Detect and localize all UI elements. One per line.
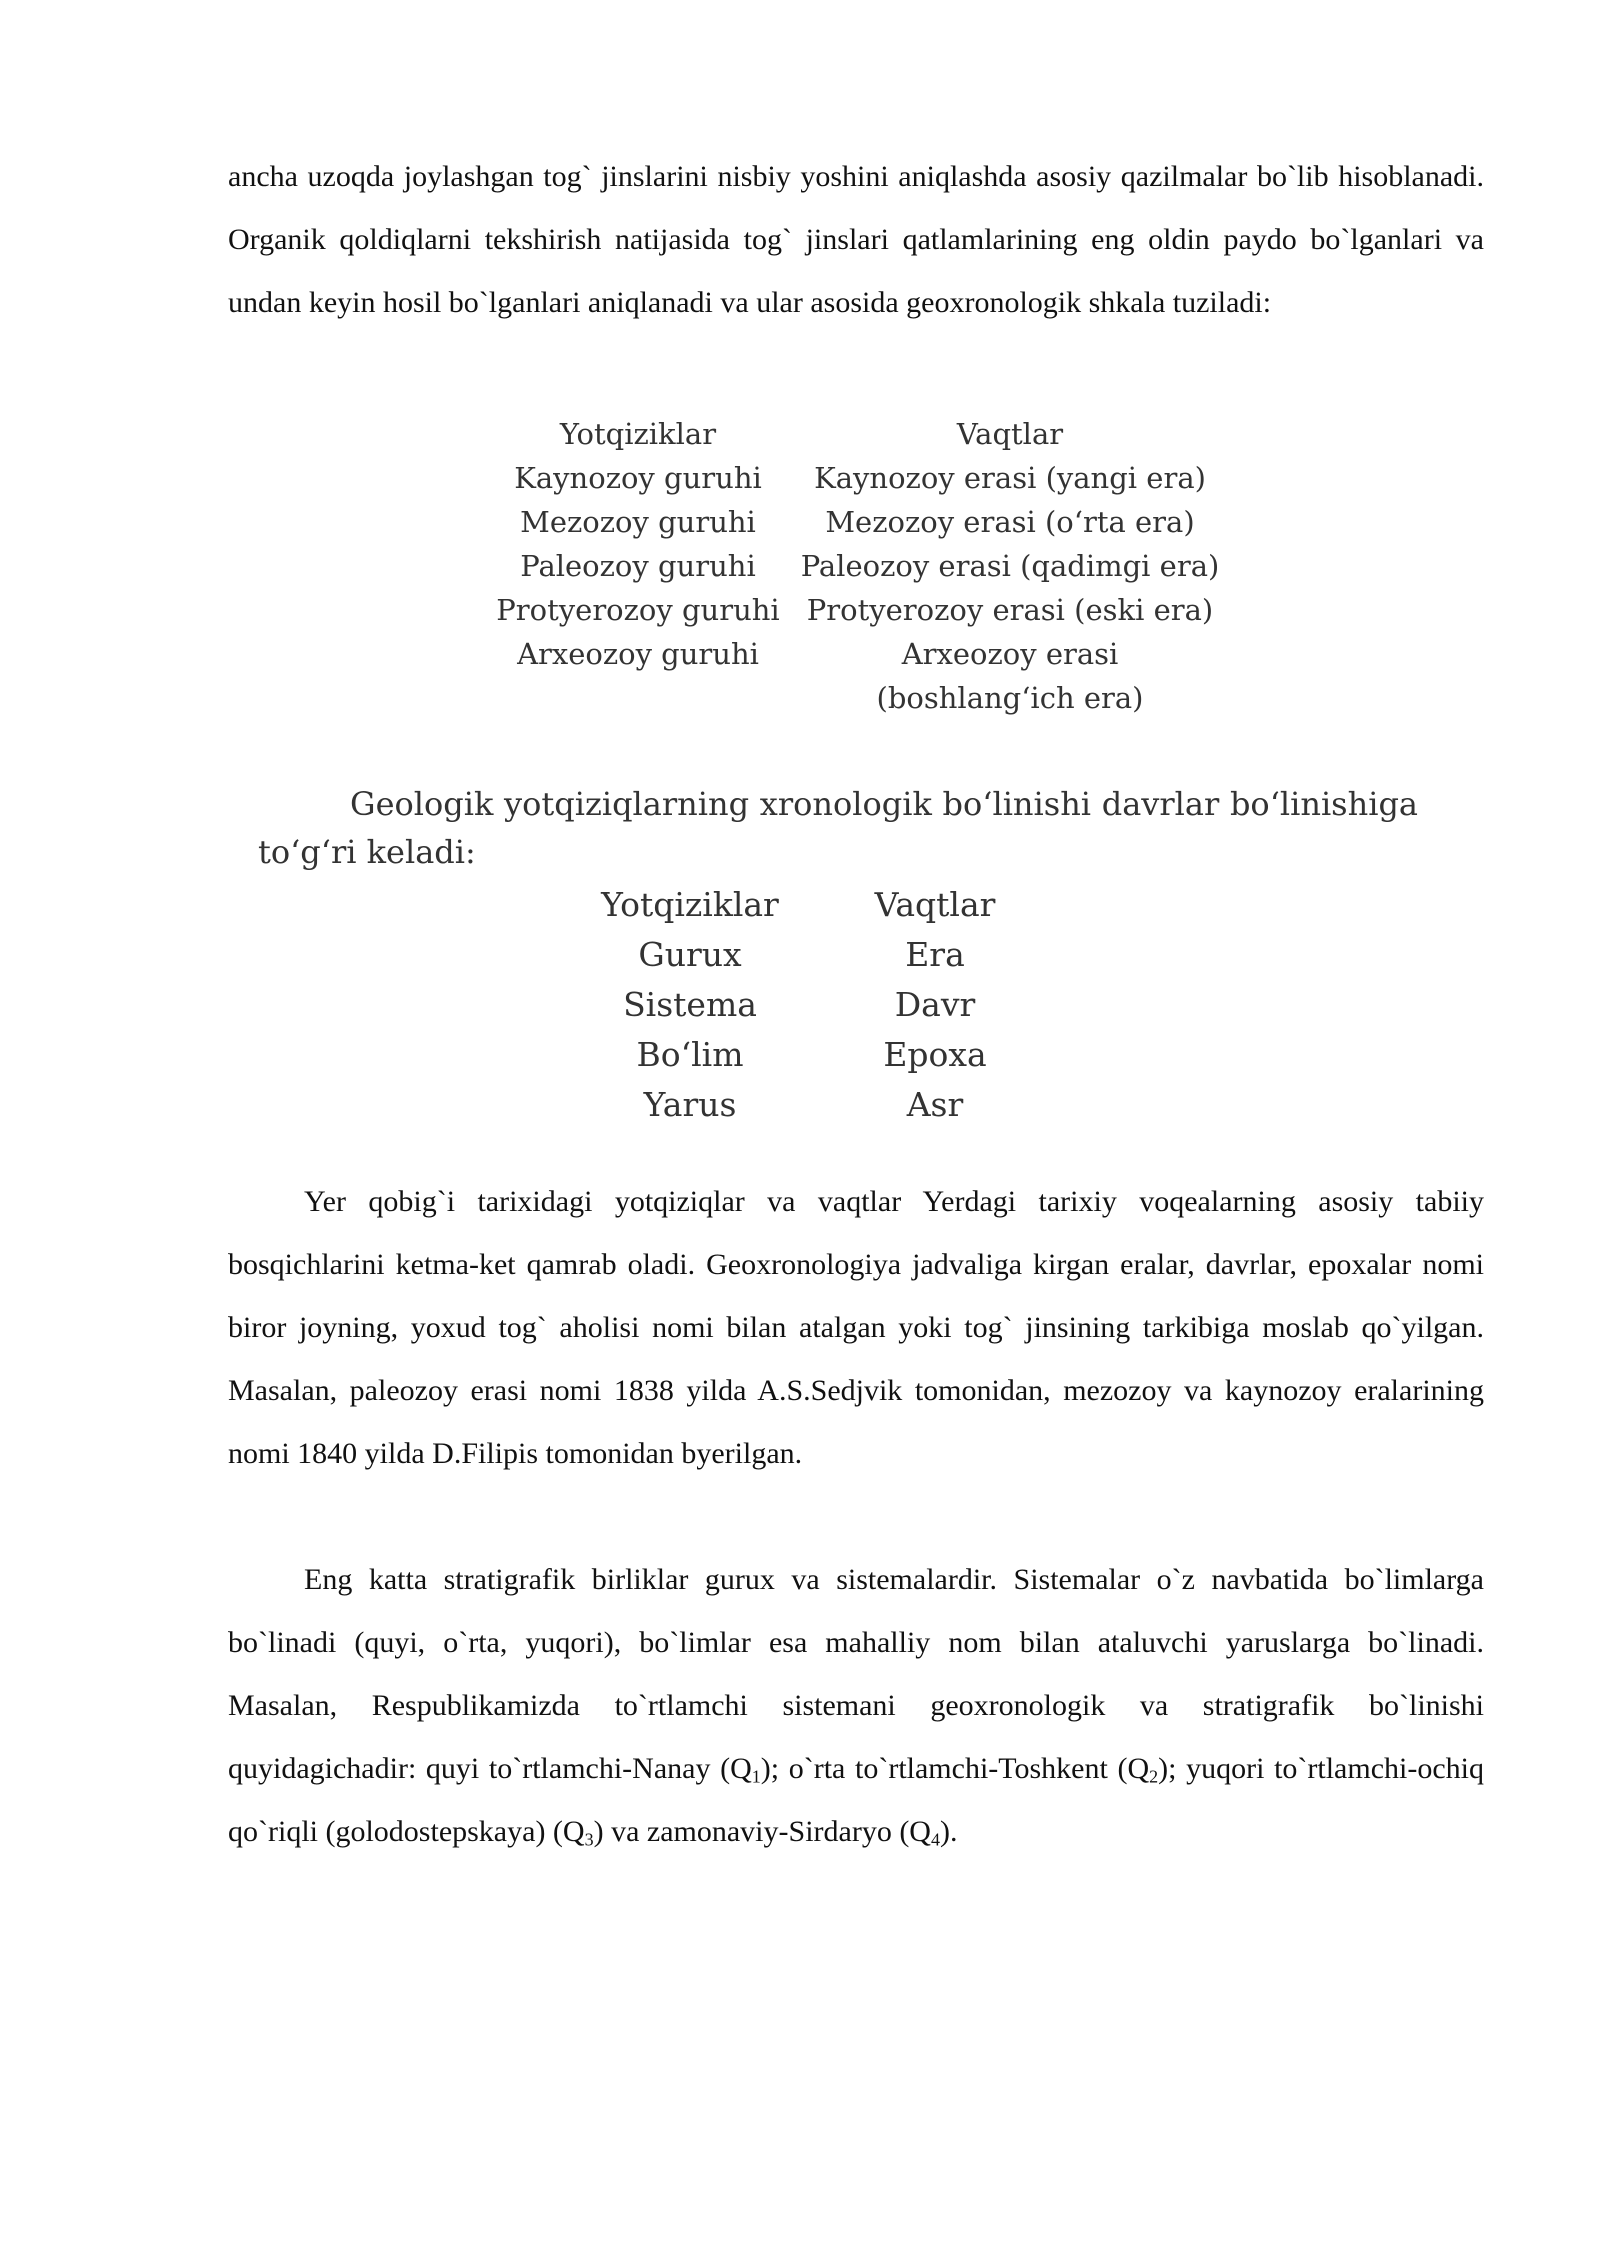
paragraph-text: ) va zamonaviy-Sirdaryo (Q <box>593 1815 931 1848</box>
table-row <box>0 1030 1600 1080</box>
subscript: 3 <box>584 1829 594 1850</box>
table-cell: Sistema <box>623 985 757 1024</box>
table-cell: Era <box>905 935 965 974</box>
column-header-deposits: Yotqiziklar <box>601 885 779 924</box>
table-header-row <box>0 880 1600 930</box>
column-header-times: Vaqtlar <box>874 885 996 924</box>
column-header-deposits: Yotqiziklar <box>559 417 717 451</box>
paragraph-intro: ancha uzoqda joylashgan tog` jinslarini nisbiy yoshini aniqlashda asosiy qazilmalar bo`lib hisoblanadi. Organik qoldiqlarni tekshirish natijasida tog` jinslari qatlamlarining eng oldin paydo bo`lganlari va undan keyin hosil bo`lganlari aniqlanadi va ular asosida geoxronologik shkala tuziladi: <box>228 160 1484 319</box>
table-cell: Arxeozoy erasi <box>901 637 1119 671</box>
division-correspondence-table <box>0 880 1600 1130</box>
table-cell: Kaynozoy guruhi <box>514 461 762 495</box>
table-header-row <box>0 412 1600 456</box>
table-row <box>0 676 1600 720</box>
table-cell: Paleozoy guruhi <box>520 549 756 583</box>
paragraph-division-intro: Geologik yotqiziqlarning xronologik bo‘linishi davrlar bo‘linishiga to‘g‘ri keladi: <box>258 785 1418 871</box>
table-cell: Protyerozoy guruhi <box>496 593 780 627</box>
table-cell: Epoxa <box>883 1035 987 1074</box>
table-row <box>0 1080 1600 1130</box>
table-cell: Arxeozoy guruhi <box>517 637 759 671</box>
paragraph-text: ). <box>939 1815 958 1848</box>
table-cell: Mezozoy guruhi <box>520 505 756 539</box>
subscript: 1 <box>751 1766 761 1787</box>
paragraph-history: Yer qobig`i tarixidagi yotqiziqlar va vaqtlar Yerdagi tarixiy voqealarning asosiy tabiiy bosqichlarini ketma-ket qamrab oladi. Geoxronologiya jadvaliga kirgan eralar, davrlar, epoxalar nomi biror joyning, yoxud tog` aholisi nomi bilan atalgan yoki tog` jinsining tarkibiga moslab qo`yilgan. Masalan, paleozoy erasi nomi 1838 yilda A.S.Sedjvik tomonidan, mezozoy va kaynozoy eralarining nomi 1840 yilda D.Filipis tomonidan byerilgan. <box>228 1185 1484 1470</box>
table-row <box>0 500 1600 544</box>
table-cell: (boshlang‘ich era) <box>876 681 1144 715</box>
paragraph-text: ); yuqori to`rtlamchi-ochiq qo`riqli (golodostepskaya) (Q <box>228 1752 1484 1848</box>
table-row <box>0 980 1600 1030</box>
paragraph-stratigraphy <box>228 1548 1484 1863</box>
table-cell: Asr <box>906 1085 964 1124</box>
table-cell: Mezozoy erasi (o‘rta era) <box>825 505 1195 539</box>
column-header-times: Vaqtlar <box>956 417 1064 451</box>
table-cell: Protyerozoy erasi (eski era) <box>806 593 1214 627</box>
paragraph-text: ); o`rta to`rtlamchi-Toshkent (Q <box>760 1752 1150 1785</box>
table-cell: Paleozoy erasi (qadimgi era) <box>800 549 1220 583</box>
table-row <box>0 930 1600 980</box>
table-cell: Bo‘lim <box>636 1035 744 1074</box>
table-cell: Davr <box>894 985 976 1024</box>
paragraph-text: Eng katta stratigrafik birliklar gurux va sistemalardir. Sistemalar o`z navbatida bo`limlarga bo`linadi (quyi, o`rta, yuqori), bo`limlar esa mahalliy nom bilan ataluvchi yaruslarga bo`linadi. Masalan, Respublikamizda to`rtlamchi sistemani geoxronologik va stratigrafik bo`linishi quyidagichadir: quyi to`rtlamchi-Nanay (Q <box>228 1563 1484 1785</box>
table-row <box>0 544 1600 588</box>
subscript: 4 <box>930 1829 940 1850</box>
table-row <box>0 456 1600 500</box>
table-row <box>0 588 1600 632</box>
table-row <box>0 632 1600 676</box>
table-cell: Yarus <box>643 1085 737 1124</box>
table-cell: Kaynozoy erasi (yangi era) <box>814 461 1206 495</box>
subscript: 2 <box>1149 1766 1159 1787</box>
table-cell: Gurux <box>638 935 742 974</box>
geochronologic-scale-table <box>0 412 1600 720</box>
